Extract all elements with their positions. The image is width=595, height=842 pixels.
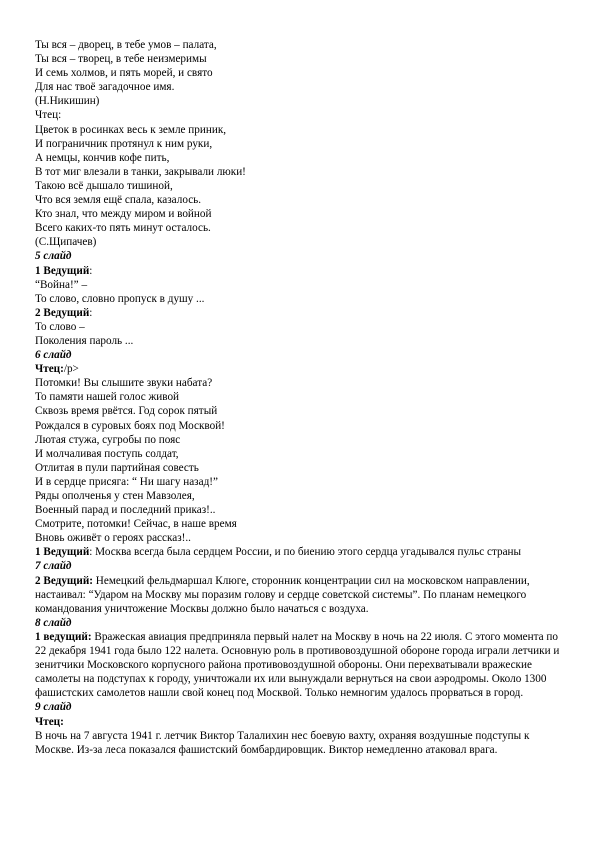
poem3-line: Сквозь время рвётся. Год сорок пятый xyxy=(35,405,218,418)
poem3-line: Ряды ополченья у стен Мавзолея, xyxy=(35,490,195,502)
speaker-line xyxy=(35,306,565,320)
speech-paragraph xyxy=(35,574,565,616)
speech-text: : Москва всегда была сердцем России, и по биению этого сердца угадывался пульс страны xyxy=(89,546,522,559)
poem2-line: В тот миг влезали в танки, закрывали люки! xyxy=(35,165,246,178)
speech-paragraph xyxy=(35,545,565,559)
poem3-line: Лютая стужа, сугробы по пояс xyxy=(35,433,181,446)
poem3-line: Отлитая в пули партийная совесть xyxy=(35,461,199,474)
document-page xyxy=(35,38,565,757)
poem2-line: И пограничник протянул к ним руки, xyxy=(35,137,213,150)
poem2-line: Цветок в росинках весь к земле приник, xyxy=(35,123,227,136)
speaker-colon: : xyxy=(89,264,93,277)
poem3-line: И в сердце присяга: “ Ни шагу назад!” xyxy=(35,475,218,488)
speech-paragraph: В ночь на 7 августа 1941 г. летчик Виктор Талалихин нес боевую вахту, охраняя воздушные подступы к Москве. Из-за леса показался фашистский бомбардировщик. Виктор немедленно атаковал врага. xyxy=(35,729,530,756)
speaker-colon: : xyxy=(89,306,93,319)
poem2-line: А немцы, кончив кофе пить, xyxy=(35,151,170,164)
reader-label: Чтец: xyxy=(35,715,64,728)
speaker-line xyxy=(35,264,565,278)
poem2-line: Всего каких-то пять минут осталось. xyxy=(35,222,211,235)
poem3-line: Рождался в суровых боях под Москвой! xyxy=(35,419,225,432)
poem3-line: И молчаливая поступь солдат, xyxy=(35,447,179,460)
speech-line: Поколения пароль ... xyxy=(35,334,134,347)
poem1-author: (Н.Никишин) xyxy=(35,95,100,108)
speaker-label: 1 Ведущий xyxy=(35,546,90,559)
poem3-line: Потомки! Вы слышите звуки набата? xyxy=(35,377,213,390)
poem2-author: (С.Щипачев) xyxy=(35,236,97,249)
speaker-label: 2 Ведущий: xyxy=(35,574,93,587)
speech-line: То слово – xyxy=(35,320,85,333)
slide-marker: 7 слайд xyxy=(35,560,72,573)
poem1-line: Ты вся – творец, в тебе неизмеримы xyxy=(35,53,207,66)
poem2-line: Кто знал, что между миром и войной xyxy=(35,208,212,221)
speaker-label: 1 Ведущий xyxy=(35,264,90,277)
speaker-label: Чтец: xyxy=(35,363,64,376)
speech-paragraph xyxy=(35,630,565,700)
poem2-line: Что вся земля ещё спала, казалось. xyxy=(35,194,202,207)
slide-marker: 5 слайд xyxy=(35,250,72,263)
poem1-line: И семь холмов, и пять морей, и свято xyxy=(35,67,213,80)
speech-line: То слово, словно пропуск в душу ... xyxy=(35,292,205,305)
slide-marker: 9 слайд xyxy=(35,701,72,714)
poem3-line: Вновь оживёт о героях рассказ!.. xyxy=(35,532,191,545)
speaker-suffix: /p> xyxy=(63,363,79,376)
poem2-line: Такою всё дышало тишиной, xyxy=(35,179,173,192)
poem1-line: Ты вся – дворец, в тебе умов – палата, xyxy=(35,39,217,51)
speech-text: Вражеская авиация предприняла первый налет на Москву в ночь на 22 июля. С этого момента по 22 декабря 1941 года было 122 налета. Основную роль в противовоздушной обороне города играли летчики и зенитчики Московского корпусного района противовоздушной обороны. Они перехватывали вражеские самолеты на подступах к городу, уничтожали их или вынуждали вернуться на свои аэродромы. Около 1300 фашистских самолетов нашли свой конец под Москвой. Только немногим удалось прорваться в город. xyxy=(35,630,560,700)
poem3-line: То памяти нашей голос живой xyxy=(35,391,180,404)
speaker-label: 1 ведущий: xyxy=(35,630,92,643)
poem1-line: Для нас твоё загадочное имя. xyxy=(35,81,175,94)
poem3-line: Военный парад и последний приказ!.. xyxy=(35,504,216,517)
speech-text: Немецкий фельдмаршал Клюге, сторонник концентрации сил на московском направлении, настаивал: “Ударом на Москву мы поразим голову и сердце советской системы”. По планам немецкого командования уничтожение Москвы должно было начаться с воздуха. xyxy=(35,574,530,615)
slide-marker: 6 слайд xyxy=(35,349,72,362)
speech-line: “Война!” – xyxy=(35,278,88,291)
reader-label: Чтец: xyxy=(35,109,62,122)
speaker-line xyxy=(35,362,565,376)
slide-marker: 8 слайд xyxy=(35,616,72,629)
poem3-line: Смотрите, потомки! Сейчас, в наше время xyxy=(35,518,237,531)
speaker-label: 2 Ведущий xyxy=(35,306,90,319)
